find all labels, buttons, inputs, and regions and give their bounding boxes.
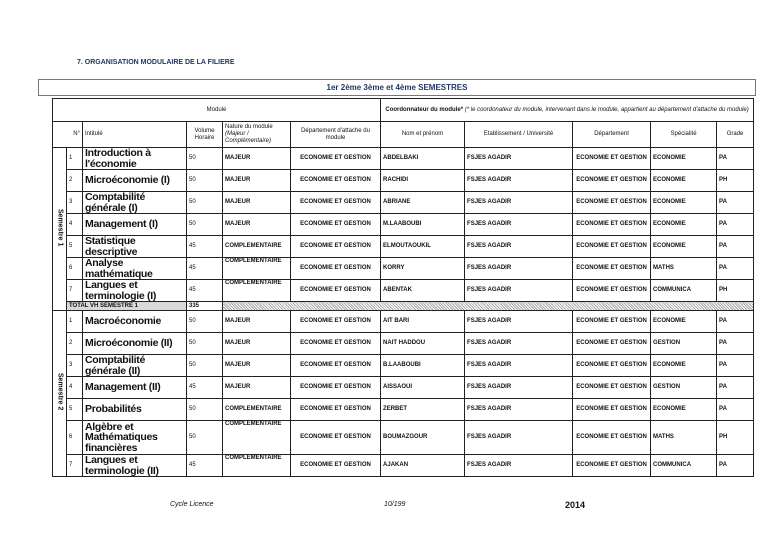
cell-spec: MATHS (651, 258, 717, 280)
cell-dept-attache: ECONOMIE ET GESTION (291, 399, 381, 421)
cell-nature: COMPLEMENTAIRE (223, 236, 291, 258)
coord-header-title: Coordonnateur du module* (385, 106, 464, 113)
nom-header: Nom et prénom (381, 122, 465, 148)
cell-volume: 45 (187, 258, 223, 280)
cell-dept-attache: ECONOMIE ET GESTION (291, 170, 381, 192)
cell-num: 1 (67, 311, 83, 333)
cell-etab: FSJES AGADIR (465, 333, 573, 355)
cell-grade: PA (717, 333, 754, 355)
cell-nature: COMPLEMENTAIRE (223, 280, 291, 302)
cell-grade: PH (717, 170, 754, 192)
cell-dept: ECONOMIE ET GESTION (573, 311, 651, 333)
semester-label (53, 311, 67, 477)
cell-nom: KORRY (381, 258, 465, 280)
cell-spec: COMMUNICA (651, 280, 717, 302)
cell-intitule: Algèbre et Mathématiques financières (83, 421, 187, 455)
table-row (53, 377, 754, 399)
volume-header: Volume Horaire (187, 122, 223, 148)
cell-nom: ZERBET (381, 399, 465, 421)
table-row (53, 170, 754, 192)
cell-nature: MAJEUR (223, 214, 291, 236)
table-row (53, 355, 754, 377)
cell-volume: 50 (187, 170, 223, 192)
cell-nom: NAIT HADDOU (381, 333, 465, 355)
cell-volume: 50 (187, 355, 223, 377)
cell-nature: MAJEUR (223, 377, 291, 399)
cell-etab: FSJES AGADIR (465, 280, 573, 302)
cell-volume: 50 (187, 421, 223, 455)
dept-header: Département (573, 122, 651, 148)
table-row (53, 280, 754, 302)
cell-num: 3 (67, 355, 83, 377)
table-row (53, 236, 754, 258)
cell-num: 6 (67, 421, 83, 455)
cell-grade: PA (717, 355, 754, 377)
cell-num: 1 (67, 148, 83, 170)
cell-grade: PA (717, 311, 754, 333)
cell-grade: PA (717, 455, 754, 477)
cell-intitule: Comptabilité générale (I) (83, 192, 187, 214)
cell-nature: MAJEUR (223, 333, 291, 355)
cell-dept-attache: ECONOMIE ET GESTION (291, 377, 381, 399)
etab-header: Etablissement / Université (465, 122, 573, 148)
total-label: TOTAL VH SEMESTRE 1 (67, 302, 187, 311)
hatched-cell (223, 302, 754, 311)
cell-dept: ECONOMIE ET GESTION (573, 280, 651, 302)
cell-volume: 50 (187, 148, 223, 170)
cell-etab: FSJES AGADIR (465, 148, 573, 170)
cell-nom: M.LAABOUBI (381, 214, 465, 236)
cell-dept: ECONOMIE ET GESTION (573, 455, 651, 477)
section-title: 7. ORGANISATION MODULAIRE DE LA FILIERE (77, 59, 235, 66)
cell-dept: ECONOMIE ET GESTION (573, 355, 651, 377)
coord-header (381, 99, 754, 122)
cell-dept-attache: ECONOMIE ET GESTION (291, 311, 381, 333)
cell-num: 7 (67, 280, 83, 302)
cell-etab: FSJES AGADIR (465, 258, 573, 280)
cell-spec: GESTION (651, 333, 717, 355)
cell-num: 6 (67, 258, 83, 280)
intitule-header: Intitulé (83, 122, 187, 148)
cell-nom: BOUMAZGOUR (381, 421, 465, 455)
grade-header: Grade (717, 122, 754, 148)
cell-nature: MAJEUR (223, 148, 291, 170)
cell-nom: B.LAABOUBI (381, 355, 465, 377)
table-row (53, 258, 754, 280)
cell-num: 2 (67, 333, 83, 355)
cell-volume: 45 (187, 377, 223, 399)
spec-header: Spécialité (651, 122, 717, 148)
cell-volume: 45 (187, 455, 223, 477)
cell-grade: PA (717, 148, 754, 170)
cell-grade: PA (717, 192, 754, 214)
cell-dept: ECONOMIE ET GESTION (573, 214, 651, 236)
cell-intitule: Langues et terminologie (I) (83, 280, 187, 302)
cell-dept-attache: ECONOMIE ET GESTION (291, 148, 381, 170)
cell-volume: 50 (187, 214, 223, 236)
table-row (53, 192, 754, 214)
cell-num: 5 (67, 399, 83, 421)
footer-year: 2014 (565, 500, 586, 510)
cell-dept: ECONOMIE ET GESTION (573, 192, 651, 214)
cell-grade: PA (717, 258, 754, 280)
cell-spec: ECONOMIE (651, 399, 717, 421)
coord-header-note: (* le coordonateur du module, intervenant dans le module, appartient au département d'attache du module) (464, 106, 749, 113)
cell-volume: 50 (187, 333, 223, 355)
cell-num: 2 (67, 170, 83, 192)
cell-grade: PA (717, 236, 754, 258)
cell-grade: PA (717, 377, 754, 399)
cell-nature: MAJEUR (223, 355, 291, 377)
cell-intitule: Microéconomie (II) (83, 333, 187, 355)
cell-dept: ECONOMIE ET GESTION (573, 148, 651, 170)
semesters-title: 1er 2ème 3ème et 4ème SEMESTRES (38, 79, 756, 96)
cell-num: 3 (67, 192, 83, 214)
cell-intitule: Comptabilité générale (II) (83, 355, 187, 377)
cell-spec: ECONOMIE (651, 214, 717, 236)
cell-num: 5 (67, 236, 83, 258)
cell-dept: ECONOMIE ET GESTION (573, 399, 651, 421)
cell-dept-attache: ECONOMIE ET GESTION (291, 421, 381, 455)
table-row (53, 311, 754, 333)
dept-attache-header: Département d'attache du module (291, 122, 381, 148)
cell-spec: MATHS (651, 421, 717, 455)
cell-etab: FSJES AGADIR (465, 399, 573, 421)
cell-spec: ECONOMIE (651, 355, 717, 377)
table-row (53, 333, 754, 355)
cell-grade: PH (717, 421, 754, 455)
cell-etab: FSJES AGADIR (465, 236, 573, 258)
semester-label-text: Semestre 2 (56, 373, 64, 411)
cell-spec: ECONOMIE (651, 311, 717, 333)
cell-nature: COMPLEMENTAIRE (223, 455, 291, 477)
cell-nom: AISSAOUI (381, 377, 465, 399)
cell-nature: COMPLEMENTAIRE (223, 399, 291, 421)
cell-dept-attache: ECONOMIE ET GESTION (291, 192, 381, 214)
nature-header-title: Nature du module (225, 124, 273, 130)
cell-nature: COMPLEMENTAIRE (223, 421, 291, 455)
total-row (53, 302, 754, 311)
nature-header-note: (Majeur / Complémentaire) (225, 131, 272, 144)
cell-dept: ECONOMIE ET GESTION (573, 421, 651, 455)
cell-dept: ECONOMIE ET GESTION (573, 236, 651, 258)
cell-nature: MAJEUR (223, 192, 291, 214)
cell-spec: ECONOMIE (651, 170, 717, 192)
cell-spec: ECONOMIE (651, 236, 717, 258)
cell-intitule: Management (I) (83, 214, 187, 236)
num-header: N° (53, 122, 83, 148)
semester-label (53, 148, 67, 311)
cell-etab: FSJES AGADIR (465, 421, 573, 455)
table-row (53, 455, 754, 477)
cell-nom: AIT BARI (381, 311, 465, 333)
cell-intitule: Probabilités (83, 399, 187, 421)
cell-num: 4 (67, 214, 83, 236)
cell-nom: RACHIDI (381, 170, 465, 192)
cell-dept-attache: ECONOMIE ET GESTION (291, 355, 381, 377)
cell-nature: MAJEUR (223, 311, 291, 333)
cell-dept-attache: ECONOMIE ET GESTION (291, 214, 381, 236)
cell-etab: FSJES AGADIR (465, 455, 573, 477)
cell-etab: FSJES AGADIR (465, 377, 573, 399)
cell-grade: PH (717, 280, 754, 302)
cell-spec: COMMUNICA (651, 455, 717, 477)
cell-spec: GESTION (651, 377, 717, 399)
module-header: Module (53, 99, 381, 122)
nature-header (223, 122, 291, 148)
cell-etab: FSJES AGADIR (465, 311, 573, 333)
cell-volume: 45 (187, 236, 223, 258)
table-row (53, 214, 754, 236)
table-row (53, 148, 754, 170)
cell-intitule: Microéconomie (I) (83, 170, 187, 192)
cell-nom: ABRIANE (381, 192, 465, 214)
cell-nom: AJAKAN (381, 455, 465, 477)
cell-intitule: Langues et terminologie (II) (83, 455, 187, 477)
cell-dept-attache: ECONOMIE ET GESTION (291, 258, 381, 280)
cell-nom: ABENTAK (381, 280, 465, 302)
cell-intitule: Management (II) (83, 377, 187, 399)
cell-spec: ECONOMIE (651, 192, 717, 214)
table-row (53, 421, 754, 455)
cell-dept-attache: ECONOMIE ET GESTION (291, 280, 381, 302)
cell-dept: ECONOMIE ET GESTION (573, 377, 651, 399)
footer-cycle: Cycle Licence (170, 501, 214, 508)
cell-intitule: Macroéconomie (83, 311, 187, 333)
modules-table (52, 98, 754, 477)
cell-etab: FSJES AGADIR (465, 355, 573, 377)
cell-volume: 50 (187, 192, 223, 214)
footer-page: 10/199 (384, 501, 406, 508)
cell-intitule: Analyse mathématique (83, 258, 187, 280)
cell-spec: ECONOMIE (651, 148, 717, 170)
cell-etab: FSJES AGADIR (465, 192, 573, 214)
cell-dept: ECONOMIE ET GESTION (573, 333, 651, 355)
cell-dept-attache: ECONOMIE ET GESTION (291, 333, 381, 355)
cell-etab: FSJES AGADIR (465, 170, 573, 192)
cell-intitule: Statistique descriptive (83, 236, 187, 258)
cell-num: 4 (67, 377, 83, 399)
cell-grade: PA (717, 399, 754, 421)
cell-volume: 50 (187, 311, 223, 333)
cell-etab: FSJES AGADIR (465, 214, 573, 236)
cell-dept-attache: ECONOMIE ET GESTION (291, 236, 381, 258)
semester-label-text: Semestre 1 (56, 208, 64, 247)
table-row (53, 399, 754, 421)
cell-volume: 45 (187, 280, 223, 302)
cell-dept-attache: ECONOMIE ET GESTION (291, 455, 381, 477)
cell-intitule: Introduction à l'économie (83, 148, 187, 170)
cell-dept: ECONOMIE ET GESTION (573, 170, 651, 192)
total-value: 335 (187, 302, 223, 311)
cell-nature: COMPLEMENTAIRE (223, 258, 291, 280)
cell-dept: ECONOMIE ET GESTION (573, 258, 651, 280)
cell-nom: ABDELBAKI (381, 148, 465, 170)
cell-nom: ELMOUTAOUKIL (381, 236, 465, 258)
cell-grade: PA (717, 214, 754, 236)
cell-num: 7 (67, 455, 83, 477)
cell-nature: MAJEUR (223, 170, 291, 192)
cell-volume: 50 (187, 399, 223, 421)
